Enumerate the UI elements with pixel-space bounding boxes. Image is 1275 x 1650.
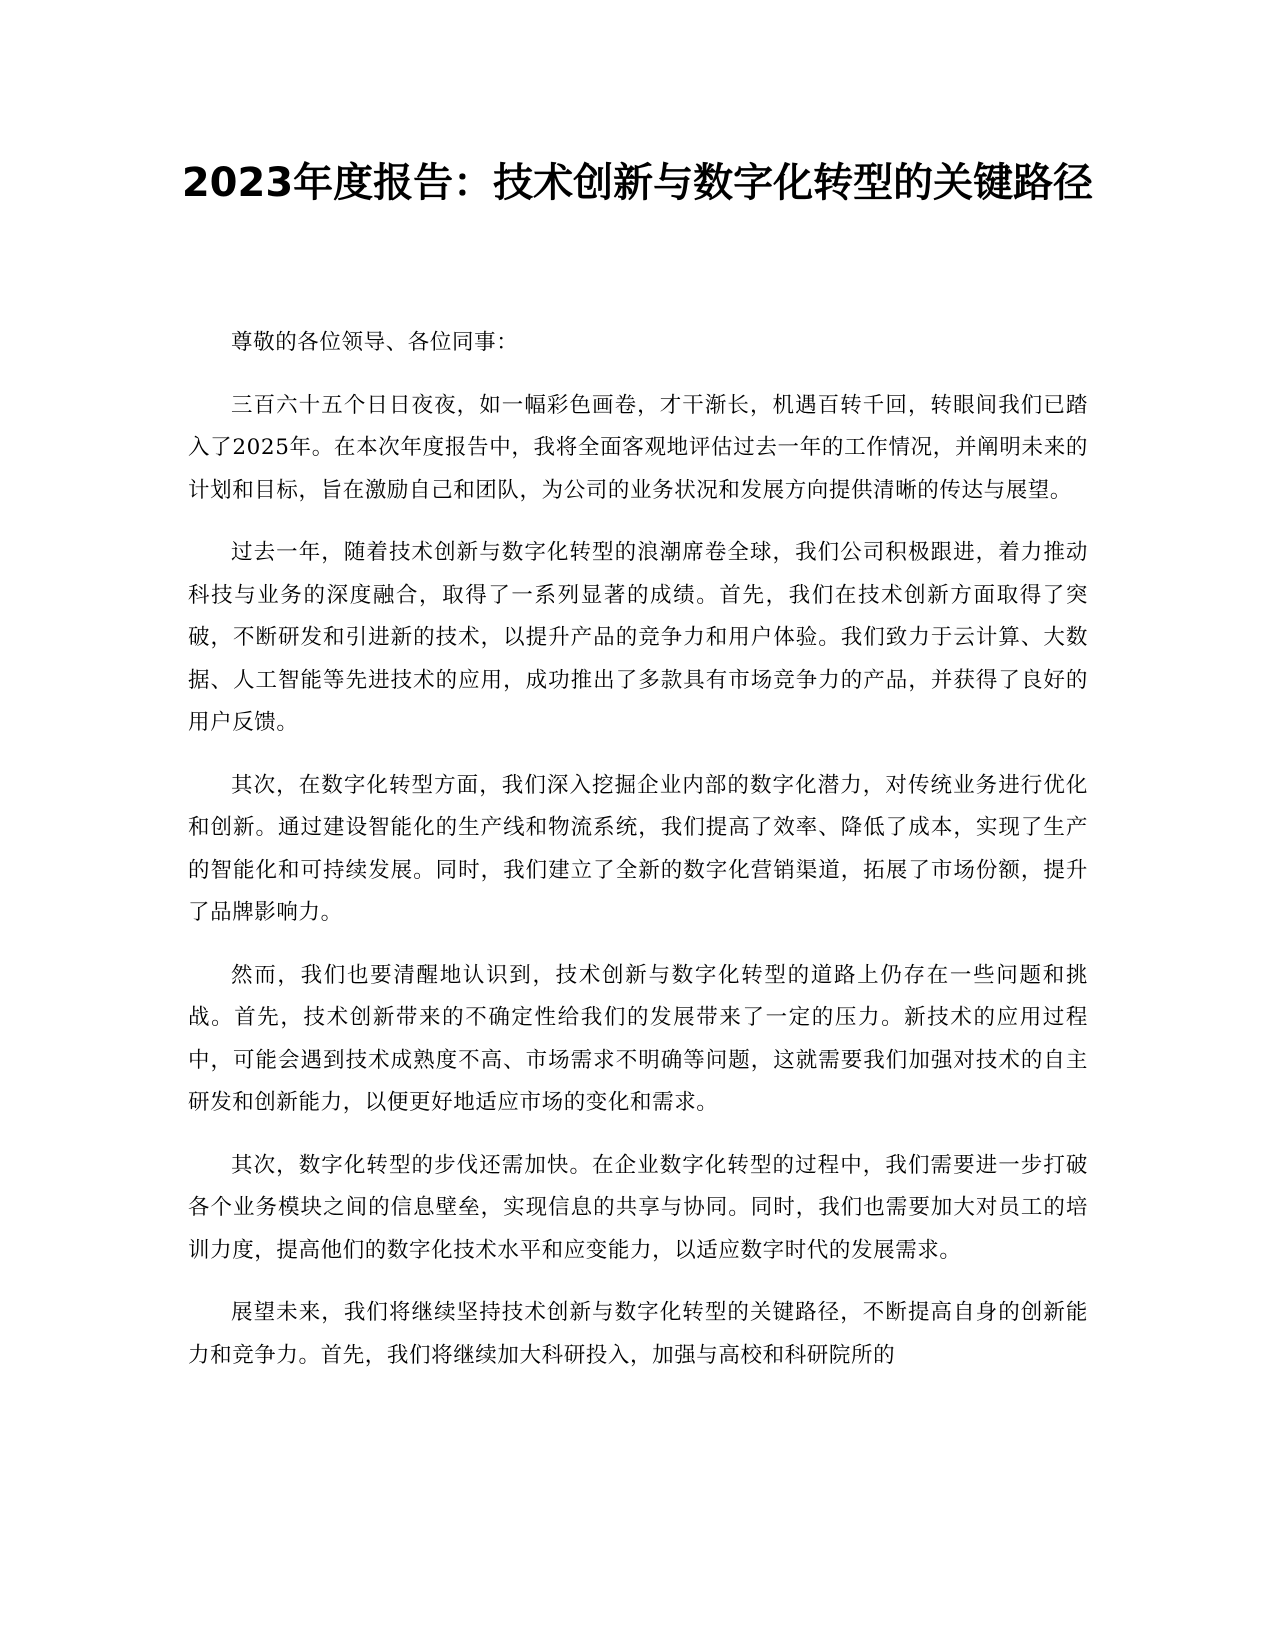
body-paragraph: 展望未来，我们将继续坚持技术创新与数字化转型的关键路径，不断提高自身的创新能力和竞争力。首先，我们将继续加大科研投入，加强与高校和科研院所的 (188, 1300, 1088, 1368)
body-paragraph: 三百六十五个日日夜夜，如一幅彩色画卷，才干渐长，机遇百转千回，转眼间我们已踏入了2025年。在本次年度报告中，我将全面客观地评估过去一年的工作情况，并阐明未来的计划和目标，旨在激励自己和团队，为公司的业务状况和发展方向提供清晰的传达与展望。 (188, 392, 1088, 503)
document-title: 2023年度报告：技术创新与数字化转型的关键路径 (181, 160, 1094, 206)
document-body (188, 322, 1088, 1397)
body-paragraph: 然而，我们也要清醒地认识到，技术创新与数字化转型的道路上仍存在一些问题和挑战。首先，技术创新带来的不确定性给我们的发展带来了一定的压力。新技术的应用过程中，可能会遇到技术成熟度不高、市场需求不明确等问题，这就需要我们加强对技术的自主研发和创新能力，以便更好地适应市场的变化和需求。 (188, 962, 1088, 1115)
body-paragraph: 其次，在数字化转型方面，我们深入挖掘企业内部的数字化潜力，对传统业务进行优化和创新。通过建设智能化的生产线和物流系统，我们提高了效率、降低了成本，实现了生产的智能化和可持续发展。同时，我们建立了全新的数字化营销渠道，拓展了市场份额，提升了品牌影响力。 (188, 772, 1088, 925)
salutation-paragraph: 尊敬的各位领导、各位同事： (231, 330, 519, 355)
body-paragraph: 其次，数字化转型的步伐还需加快。在企业数字化转型的过程中，我们需要进一步打破各个业务模块之间的信息壁垒，实现信息的共享与协同。同时，我们也需要加大对员工的培训力度，提高他们的数字化技术水平和应变能力，以适应数字时代的发展需求。 (188, 1152, 1088, 1263)
body-paragraph: 过去一年，随着技术创新与数字化转型的浪潮席卷全球，我们公司积极跟进，着力推动科技与业务的深度融合，取得了一系列显著的成绩。首先，我们在技术创新方面取得了突破，不断研发和引进新的技术，以提升产品的竞争力和用户体验。我们致力于云计算、大数据、人工智能等先进技术的应用，成功推出了多款具有市场竞争力的产品，并获得了良好的用户反馈。 (188, 540, 1088, 735)
